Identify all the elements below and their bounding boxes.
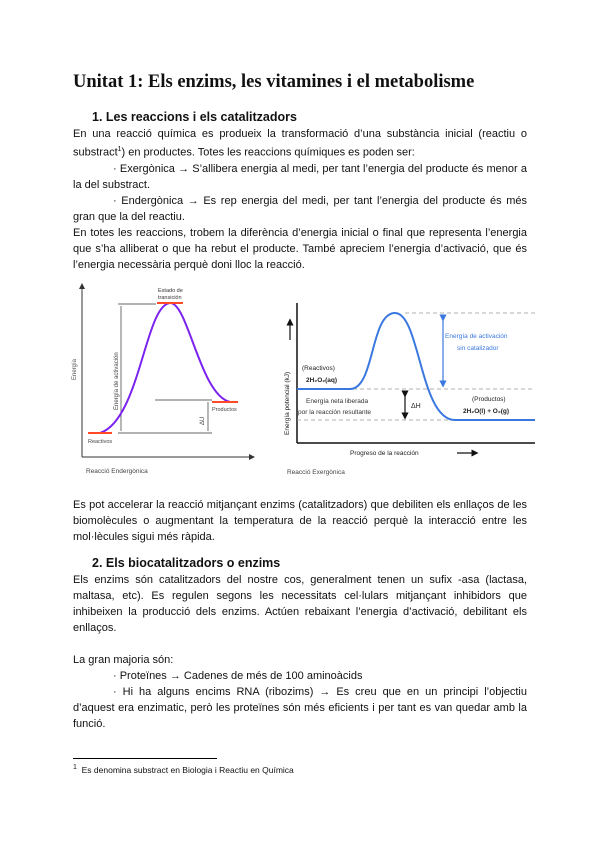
- peak-label: Estado de: [158, 288, 183, 294]
- net-energy-label: por la reacción resultante: [298, 409, 371, 416]
- list-item: · Exergònica → S’allibera energia al medi, per tant l’energia del producte és menor a la del substract.: [73, 162, 527, 191]
- page-title: Unitat 1: Els enzims, les vitamines i el metabolisme: [73, 72, 475, 92]
- list-item: · Hi ha alguns encims RNA (ribozims) → Es creu que en un principi l’objectiu d’aquest era enzimatic, però les proteïnes són més eficients i per tant es van quedar amb la funció.: [73, 686, 527, 730]
- section2-text: [73, 572, 527, 732]
- products-label: (Productos): [472, 396, 506, 403]
- delta-label: ΔU: [200, 416, 206, 425]
- paragraph: En totes les reaccions, trobem la diferència d’energia inicial o final que representa l’energia que s’ha alliberat o que ha rebut el producte. També apreciem l’energia d’activació, que és l’energia necessària perquè doni lloc la reacció.: [73, 226, 527, 271]
- section-heading-2: 2. Els biocatalitzadors o enzims: [92, 556, 281, 570]
- section1-text: [73, 126, 527, 273]
- footnote-text: Es denomina substract en Biologia i Reactiu en Química: [81, 764, 294, 775]
- paragraph: Es pot accelerar la reacció mitjançant enzims (catalitzadors) que debiliten els enllaços de les biomolècules o augmentant la temperatura de la reacció perquè la interacció entre les mol·lècules sigui més ràpida.: [73, 499, 527, 543]
- section-heading-1: 1. Les reaccions i els catalitzadors: [92, 110, 297, 124]
- figure-caption: Reacció Exergònica: [287, 469, 345, 476]
- text: En una reacció química es produeix la transformació d’una substància inicial (reactiu o substract: [73, 128, 527, 159]
- exergonic-diagram: [280, 290, 540, 480]
- x-label: Progreso de la reacción: [350, 450, 419, 457]
- endergonic-diagram: [60, 280, 280, 480]
- delta-label: ΔH: [411, 403, 421, 410]
- footnote-divider: [73, 758, 217, 759]
- net-energy-label: Energía neta liberada: [306, 398, 369, 405]
- figure-caption: Reacció Endergònica: [86, 468, 148, 475]
- reactants-label: Reactivos: [88, 439, 113, 445]
- products-label: Productos: [212, 407, 237, 413]
- activation-label: Energía de activación: [445, 333, 508, 340]
- paragraph: La gran majoria són:: [73, 654, 174, 666]
- paragraph: Els enzims són catalitzadors del nostre cos, generalment tenen un sufix -asa (lactasa, maltasa, etc). Es regulen segons les necessitats cel·lulars mitjançant inhibidors que inhibeixen la producció dels enzims. Actúen rebaixant l’energia d’activació, debilitant els enllaços.: [73, 574, 527, 634]
- text: ) en productes. Totes les reaccions químiques es poden ser:: [121, 146, 415, 159]
- list-item: · Proteïnes → Cadenes de més de 100 aminoàcids: [113, 670, 363, 682]
- reactants-label: (Reactivos): [302, 365, 335, 372]
- list-item: · Endergònica → Es rep energia del medi, per tant l’energia del producte és més gran que la del reactiu.: [73, 194, 527, 223]
- activation-label: Energía de activación: [114, 352, 120, 410]
- paragraph: [73, 126, 527, 161]
- activation-label: sin catalizador: [457, 345, 499, 352]
- peak-label: transición: [158, 295, 182, 301]
- footnote: [73, 764, 294, 775]
- y-label: Energía potencial (kJ): [284, 371, 291, 435]
- reactants-formula: 2H₂O₂(aq): [306, 377, 338, 384]
- section1-text-2: [73, 497, 527, 545]
- footnote-number: 1: [73, 764, 77, 771]
- products-formula: 2H₂O(l) + O₂(g): [463, 408, 510, 415]
- footnote-ref[interactable]: 1: [117, 146, 122, 153]
- y-label: Energía: [72, 358, 78, 380]
